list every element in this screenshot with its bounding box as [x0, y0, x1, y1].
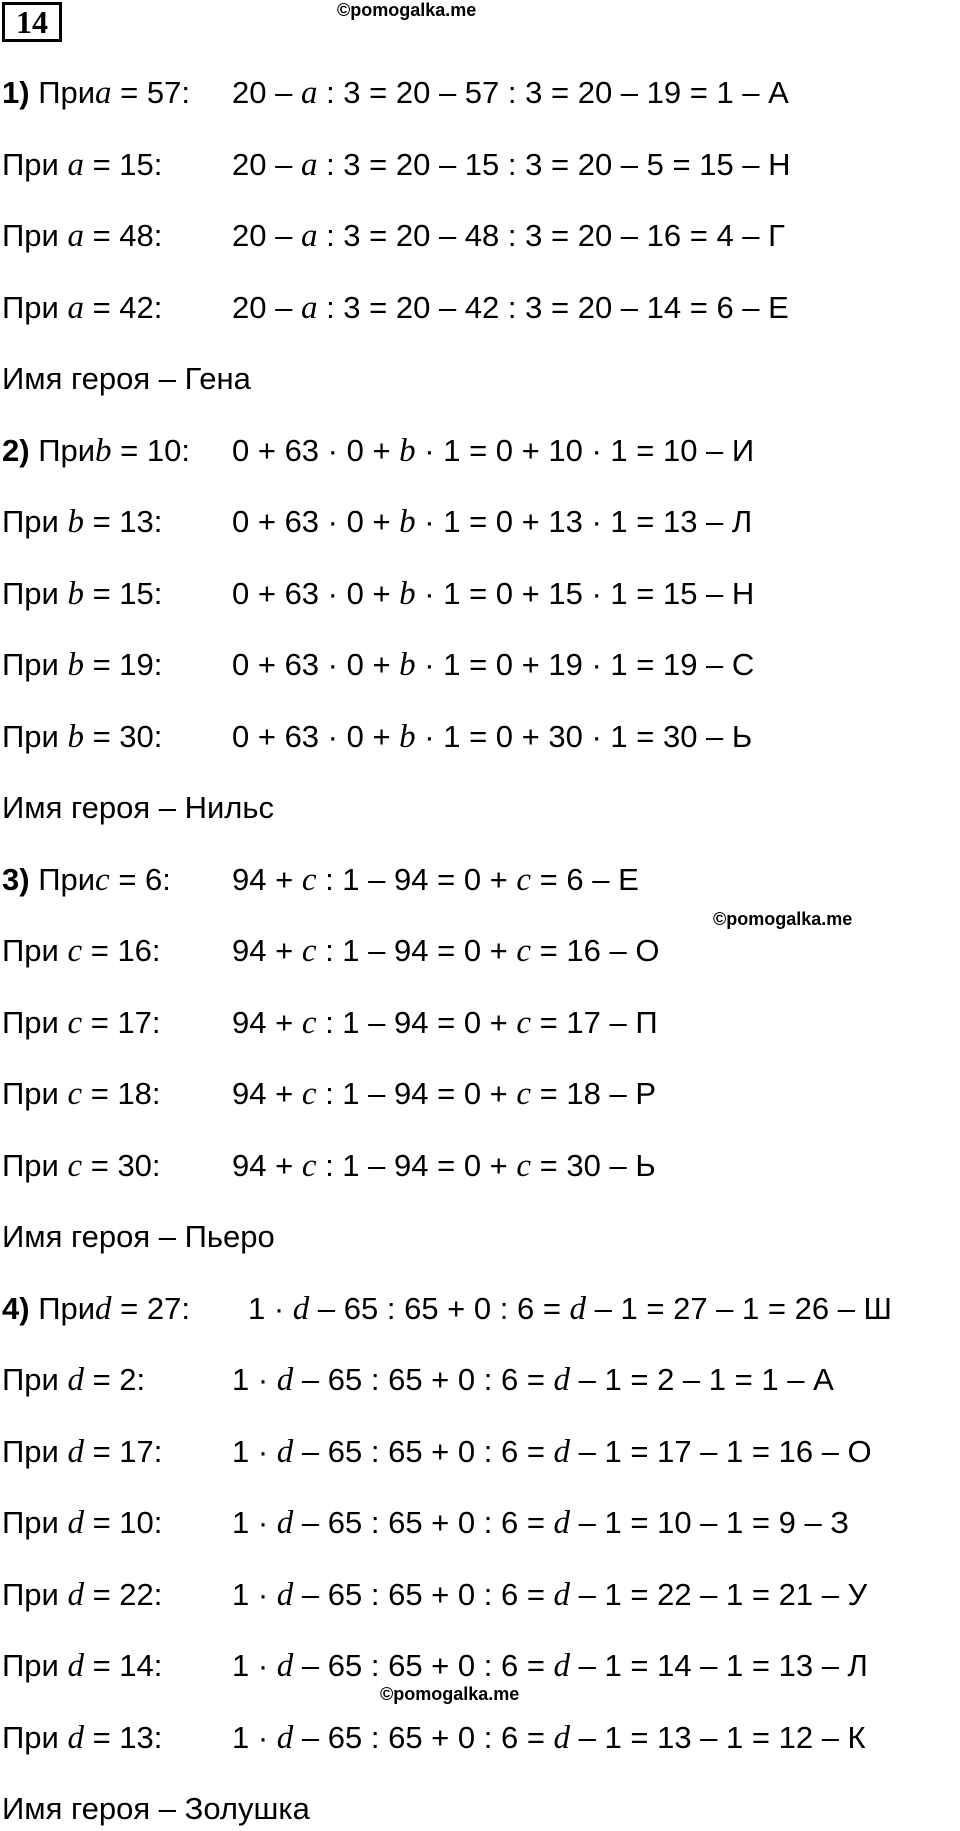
expression-part: 1 · [232, 1719, 277, 1755]
expression-part: = 16 – О [531, 933, 660, 968]
expression-part: – 65 : 65 + 0 : 6 = [293, 1719, 554, 1755]
condition-word: При [2, 1362, 68, 1397]
expression [232, 71, 789, 115]
condition-word: При [2, 933, 68, 968]
condition-label [2, 1430, 162, 1474]
condition-label [2, 286, 162, 330]
condition-value: = 14: [83, 1648, 163, 1683]
condition-word: При [2, 575, 68, 611]
condition-value: = 42: [83, 289, 163, 325]
condition-label [2, 71, 190, 115]
variable: d [276, 1648, 294, 1684]
expression-part: · 1 = 0 + 30 · 1 = 30 – Ь [415, 718, 753, 754]
expression-part: : 3 = 20 – 48 : 3 = 20 – 16 = 4 – Г [317, 218, 785, 253]
condition-value: = 6: [109, 861, 171, 897]
variable: b [399, 718, 416, 755]
variable: c [95, 861, 110, 898]
expression-part: 94 + [232, 1076, 302, 1111]
condition-word: При [38, 861, 96, 897]
expression [232, 715, 752, 759]
variable: d [67, 1362, 84, 1398]
variable: d [553, 1648, 571, 1684]
condition-value: = 10: [83, 1505, 163, 1540]
variable: c [516, 933, 532, 969]
variable: d [276, 1505, 294, 1541]
expression-part: : 3 = 20 – 15 : 3 = 20 – 5 = 15 – Н [317, 146, 791, 182]
condition-label [2, 1716, 162, 1760]
condition-label [2, 572, 162, 616]
expression-part: 0 + 63 · 0 + [232, 504, 400, 539]
condition-word: При [2, 718, 68, 754]
condition-word: При [2, 289, 68, 325]
condition-word: При [2, 1433, 68, 1469]
variable: c [67, 933, 83, 969]
condition-word: При [2, 1505, 68, 1540]
expression [232, 1001, 658, 1045]
variable: a [67, 218, 84, 254]
part-number: 2) [2, 432, 30, 468]
condition-value: = 2: [83, 1362, 146, 1397]
condition-word: При [2, 1648, 68, 1683]
variable: b [399, 432, 416, 469]
expression-part: 20 – [232, 146, 301, 182]
variable: b [67, 718, 84, 755]
condition-label [2, 929, 161, 973]
variable: d [67, 1433, 84, 1470]
expression [232, 500, 752, 544]
expression-part: 0 + 63 · 0 + [232, 432, 400, 468]
variable: c [516, 1147, 532, 1184]
condition-value: = 48: [83, 218, 163, 253]
condition-value: = 57: [111, 75, 190, 110]
expression [232, 929, 659, 973]
variable: d [553, 1362, 571, 1398]
expression-part: = 30 – Ь [531, 1147, 656, 1183]
expression-part: – 65 : 65 + 0 : 6 = [309, 1290, 570, 1326]
condition-label [2, 1001, 161, 1045]
hero-name-line: Имя героя – Золушка [2, 1791, 310, 1826]
expression-part: – 65 : 65 + 0 : 6 = [293, 1648, 554, 1683]
expression [232, 1358, 834, 1402]
part-number: 4) [2, 1290, 30, 1326]
condition-word: При [38, 75, 96, 110]
variable: b [399, 647, 416, 683]
expression-part: = 18 – Р [531, 1076, 657, 1111]
expression [232, 1716, 866, 1760]
expression-part: 1 · [248, 1290, 293, 1326]
expression-part: : 1 – 94 = 0 + [316, 861, 517, 897]
condition-label [2, 858, 171, 902]
expression-part: – 1 = 14 – 1 = 13 – Л [570, 1648, 868, 1683]
variable: b [67, 504, 84, 540]
condition-value: = 18: [82, 1076, 161, 1111]
variable: d [553, 1433, 571, 1470]
expression-part: · 1 = 0 + 19 · 1 = 19 – С [415, 647, 755, 682]
condition-value: = 30: [83, 718, 163, 754]
variable: c [516, 1004, 532, 1041]
part-number: 3) [2, 861, 30, 897]
condition-value: = 17: [82, 1004, 161, 1040]
expression-part: – 1 = 27 – 1 = 26 – Ш [586, 1290, 892, 1326]
variable: c [516, 861, 532, 898]
variable: d [95, 1290, 112, 1327]
expression-part: · 1 = 0 + 13 · 1 = 13 – Л [415, 504, 753, 539]
expression [232, 643, 754, 687]
expression [232, 1430, 872, 1474]
condition-label [2, 1644, 162, 1688]
task-number: 14 [2, 2, 62, 42]
expression-part: 0 + 63 · 0 + [232, 647, 400, 682]
variable: a [300, 289, 318, 326]
expression-part: · 1 = 0 + 15 · 1 = 15 – Н [415, 575, 755, 611]
expression-part: 94 + [232, 861, 302, 897]
variable: d [276, 1719, 294, 1756]
condition-word: При [2, 1004, 68, 1040]
variable: c [67, 1076, 83, 1112]
variable: c [301, 1004, 317, 1041]
condition-word: При [2, 647, 68, 682]
variable: d [276, 1433, 294, 1470]
expression-part: : 1 – 94 = 0 + [316, 1147, 517, 1183]
expression [232, 286, 789, 330]
expression-part: = 17 – П [531, 1004, 658, 1040]
condition-label [2, 500, 162, 544]
expression [232, 572, 754, 616]
expression-part: : 3 = 20 – 57 : 3 = 20 – 19 = 1 – А [317, 75, 789, 110]
variable: d [67, 1505, 84, 1541]
condition-word: При [2, 504, 68, 539]
expression-part: : 1 – 94 = 0 + [316, 1076, 517, 1111]
expression-part: 0 + 63 · 0 + [232, 575, 400, 611]
condition-label [2, 143, 162, 187]
expression-part: : 1 – 94 = 0 + [316, 933, 517, 968]
expression-part: – 65 : 65 + 0 : 6 = [293, 1505, 554, 1540]
variable: a [95, 75, 112, 111]
condition-value: = 16: [82, 933, 161, 968]
expression-part: = 6 – Е [531, 861, 639, 897]
condition-word: При [38, 432, 96, 468]
expression-part: 94 + [232, 1147, 302, 1183]
expression [232, 143, 791, 187]
condition-label [2, 214, 162, 258]
expression-part: – 1 = 22 – 1 = 21 – У [570, 1576, 868, 1612]
watermark-bottom: ©pomogalka.me [380, 1684, 520, 1704]
variable: c [301, 1076, 317, 1112]
variable: d [569, 1290, 587, 1327]
condition-word: При [2, 1576, 68, 1612]
condition-value: = 19: [83, 647, 163, 682]
condition-label [2, 1287, 190, 1331]
expression-part: 1 · [232, 1648, 277, 1683]
variable: b [399, 504, 416, 540]
variable: a [300, 146, 318, 183]
variable: a [67, 289, 84, 326]
condition-label [2, 1501, 162, 1545]
expression [232, 1501, 849, 1545]
expression [248, 1287, 892, 1331]
condition-word: При [2, 1719, 68, 1755]
variable: d [276, 1362, 294, 1398]
expression [232, 858, 639, 902]
variable: d [292, 1290, 310, 1327]
expression-part: 0 + 63 · 0 + [232, 718, 400, 754]
condition-label [2, 429, 190, 473]
condition-label [2, 1358, 145, 1402]
condition-label [2, 1144, 161, 1188]
variable: a [67, 146, 84, 183]
variable: d [67, 1648, 84, 1684]
variable: a [300, 75, 318, 111]
expression [232, 1573, 867, 1617]
condition-label [2, 1072, 161, 1116]
expression-part: – 65 : 65 + 0 : 6 = [293, 1433, 554, 1469]
condition-value: = 10: [111, 432, 190, 468]
expression-part: – 1 = 13 – 1 = 12 – К [570, 1719, 866, 1755]
watermark-top: ©pomogalka.me [337, 0, 477, 20]
condition-value: = 15: [83, 575, 163, 611]
expression-part: 1 · [232, 1362, 277, 1397]
expression-part: – 1 = 2 – 1 = 1 – А [570, 1362, 834, 1397]
condition-value: = 15: [83, 146, 163, 182]
expression-part: 1 · [232, 1576, 277, 1612]
condition-word: При [2, 146, 68, 182]
variable: c [67, 1147, 83, 1184]
watermark-middle: ©pomogalka.me [713, 909, 853, 929]
hero-name-line: Имя героя – Пьеро [2, 1219, 275, 1254]
condition-word: При [38, 1290, 96, 1326]
variable: d [276, 1576, 294, 1613]
variable: c [301, 1147, 317, 1184]
expression-part: 20 – [232, 75, 301, 110]
expression-part: – 1 = 17 – 1 = 16 – О [570, 1433, 872, 1469]
variable: d [67, 1576, 84, 1613]
hero-name-line: Имя героя – Гена [2, 361, 251, 396]
expression-part: : 3 = 20 – 42 : 3 = 20 – 14 = 6 – Е [317, 289, 789, 325]
expression-part: 1 · [232, 1433, 277, 1469]
condition-label [2, 1573, 162, 1617]
variable: b [67, 647, 84, 683]
expression-part: : 1 – 94 = 0 + [316, 1004, 517, 1040]
variable: d [553, 1719, 571, 1756]
expression-part: 1 · [232, 1505, 277, 1540]
expression [232, 1644, 868, 1688]
expression-part: – 65 : 65 + 0 : 6 = [293, 1576, 554, 1612]
variable: c [516, 1076, 532, 1112]
condition-word: При [2, 218, 68, 253]
expression-part: – 1 = 10 – 1 = 9 – З [570, 1505, 850, 1540]
expression [232, 1144, 656, 1188]
condition-label [2, 643, 162, 687]
variable: c [67, 1004, 83, 1041]
variable: d [553, 1505, 571, 1541]
expression-part: 94 + [232, 1004, 302, 1040]
condition-word: При [2, 1147, 68, 1183]
variable: d [553, 1576, 571, 1613]
condition-value: = 17: [83, 1433, 163, 1469]
expression-part: · 1 = 0 + 10 · 1 = 10 – И [415, 432, 755, 468]
part-number: 1) [2, 75, 30, 110]
expression-part: 20 – [232, 289, 301, 325]
condition-value: = 22: [83, 1576, 163, 1612]
condition-value: = 13: [83, 1719, 163, 1755]
condition-value: = 30: [82, 1147, 161, 1183]
expression [232, 214, 785, 258]
expression [232, 429, 754, 473]
expression-part: 94 + [232, 933, 302, 968]
variable: c [301, 861, 317, 898]
variable: b [67, 575, 84, 612]
expression-part: – 65 : 65 + 0 : 6 = [293, 1362, 554, 1397]
variable: c [301, 933, 317, 969]
condition-word: При [2, 1076, 68, 1111]
expression [232, 1072, 656, 1116]
condition-value: = 27: [111, 1290, 190, 1326]
variable: a [300, 218, 318, 254]
condition-value: = 13: [83, 504, 163, 539]
condition-label [2, 715, 162, 759]
variable: b [399, 575, 416, 612]
variable: b [95, 432, 112, 469]
variable: d [67, 1719, 84, 1756]
hero-name-line: Имя героя – Нильс [2, 790, 275, 825]
expression-part: 20 – [232, 218, 301, 253]
